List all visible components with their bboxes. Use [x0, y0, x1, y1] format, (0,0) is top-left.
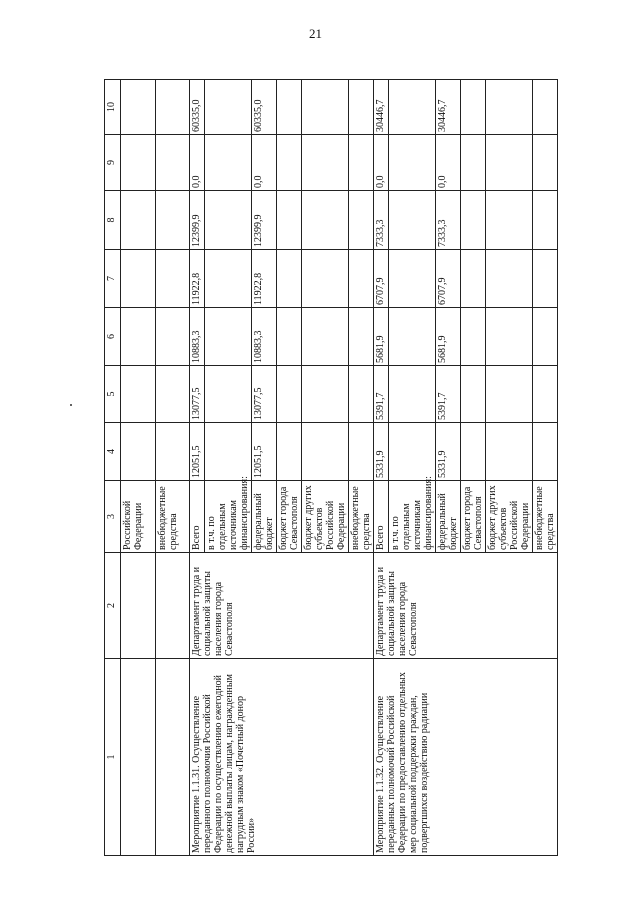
executor-cell: Департамент труда и социальной защиты населения города Севастополя [190, 553, 374, 659]
value-cell [205, 135, 252, 191]
executor-cell: Департамент труда и социальной защиты населения города Севастополя [374, 553, 558, 659]
value-cell: 60335,0 [252, 80, 277, 135]
value-cell [486, 423, 533, 481]
col-header: 3 [105, 481, 121, 553]
source-cell: бюджет других субъектов Российской Федерации [486, 481, 533, 553]
value-cell [205, 250, 252, 308]
value-cell: 5681,9 [374, 308, 389, 366]
value-cell [205, 80, 252, 135]
value-cell [461, 191, 486, 250]
col-header: 10 [105, 80, 121, 135]
value-cell [389, 135, 436, 191]
source-cell: бюджет города Севастополя [277, 481, 302, 553]
col-header: 5 [105, 366, 121, 423]
value-cell: 5331,9 [374, 423, 389, 481]
value-cell [277, 250, 302, 308]
value-cell [277, 191, 302, 250]
col-header: 1 [105, 659, 121, 856]
scan-speck [70, 404, 72, 406]
value-cell: 5681,9 [436, 308, 461, 366]
value-cell: 12051,5 [190, 423, 205, 481]
value-cell: 12399,9 [252, 191, 277, 250]
value-cell [461, 423, 486, 481]
value-cell [486, 135, 533, 191]
value-cell: 5391,7 [436, 366, 461, 423]
value-cell [533, 366, 558, 423]
value-cell [349, 423, 374, 481]
value-cell: 5391,7 [374, 366, 389, 423]
source-cell: федеральный бюджет [252, 481, 277, 553]
source-cell: федеральный бюджет [436, 481, 461, 553]
value-cell [389, 308, 436, 366]
value-cell [205, 191, 252, 250]
value-cell [302, 308, 349, 366]
value-cell: 30446,7 [436, 80, 461, 135]
value-cell [461, 135, 486, 191]
value-cell: 12051,5 [252, 423, 277, 481]
value-cell [205, 366, 252, 423]
value-cell: 10883,3 [190, 308, 205, 366]
value-cell [205, 423, 252, 481]
value-cell: 0,0 [374, 135, 389, 191]
value-cell [533, 308, 558, 366]
value-cell [349, 191, 374, 250]
value-cell: 5331,9 [436, 423, 461, 481]
value-cell [533, 191, 558, 250]
value-cell [277, 423, 302, 481]
value-cell [389, 80, 436, 135]
value-cell [486, 308, 533, 366]
value-cell: 6707,9 [436, 250, 461, 308]
source-cell: внебюджетные средства [349, 481, 374, 553]
value-cell [389, 250, 436, 308]
value-cell: 7333,3 [374, 191, 389, 250]
value-cell: 0,0 [252, 135, 277, 191]
source-cell: внебюджетные средства [155, 481, 190, 553]
measure-row [374, 80, 389, 856]
value-cell [461, 80, 486, 135]
financing-table [104, 79, 558, 856]
col-header: 7 [105, 250, 121, 308]
source-cell: внебюджетные средства [533, 481, 558, 553]
source-cell: в т.ч. по отдельным источникам финансирования: [389, 481, 436, 553]
continued-row [155, 80, 190, 856]
value-cell [277, 80, 302, 135]
value-cell [349, 308, 374, 366]
measure-name: Мероприятие 1.1.31. Осуществление переданного полномочия Российской Федерации по осуществлению ежегодной денежной выплаты лицам, награжденным нагрудным знаком «Почетный донор России» [190, 659, 374, 856]
value-cell [349, 366, 374, 423]
value-cell: 13077,5 [190, 366, 205, 423]
value-cell [486, 366, 533, 423]
value-cell: 0,0 [436, 135, 461, 191]
value-cell: 13077,5 [252, 366, 277, 423]
value-cell: 60335,0 [190, 80, 205, 135]
value-cell [302, 80, 349, 135]
value-cell [533, 80, 558, 135]
value-cell [277, 366, 302, 423]
value-cell [349, 80, 374, 135]
measure-name: Мероприятие 1.1.32. Осуществление переданных полномочий Российской Федерации по предоставлению отдельных мер социальной поддержки граждан, подвергшихся воздействию радиации [374, 659, 558, 856]
measure-row [190, 80, 205, 856]
value-cell [533, 250, 558, 308]
source-cell: Всего [190, 481, 205, 553]
value-cell [277, 135, 302, 191]
value-cell [486, 80, 533, 135]
value-cell [302, 366, 349, 423]
value-cell [302, 191, 349, 250]
value-cell [486, 191, 533, 250]
col-header: 8 [105, 191, 121, 250]
value-cell: 11922,8 [190, 250, 205, 308]
value-cell: 6707,9 [374, 250, 389, 308]
col-header: 4 [105, 423, 121, 481]
value-cell [533, 135, 558, 191]
value-cell: 12399,9 [190, 191, 205, 250]
value-cell [302, 135, 349, 191]
value-cell [302, 423, 349, 481]
value-cell [461, 250, 486, 308]
value-cell [486, 250, 533, 308]
page-number: 21 [309, 26, 322, 41]
value-cell: 7333,3 [436, 191, 461, 250]
source-cell: Российской Федерации [121, 481, 156, 553]
source-cell: в т.ч. по отдельным источникам финансирования: [205, 481, 252, 553]
value-cell [302, 250, 349, 308]
value-cell [533, 423, 558, 481]
value-cell [277, 308, 302, 366]
value-cell: 0,0 [190, 135, 205, 191]
value-cell: 11922,8 [252, 250, 277, 308]
col-header: 6 [105, 308, 121, 366]
value-cell [389, 191, 436, 250]
value-cell [349, 135, 374, 191]
col-header: 9 [105, 135, 121, 191]
col-header: 2 [105, 553, 121, 659]
rotated-table-wrapper [104, 80, 558, 856]
header-row [105, 80, 121, 856]
value-cell [461, 366, 486, 423]
value-cell: 10883,3 [252, 308, 277, 366]
value-cell: 30446,7 [374, 80, 389, 135]
value-cell [349, 250, 374, 308]
source-cell: бюджет других субъектов Российской Федерации [302, 481, 349, 553]
value-cell [389, 366, 436, 423]
source-cell: бюджет города Севастополя [461, 481, 486, 553]
value-cell [389, 423, 436, 481]
continued-row [121, 80, 156, 856]
source-cell: Всего [374, 481, 389, 553]
value-cell [205, 308, 252, 366]
value-cell [461, 308, 486, 366]
